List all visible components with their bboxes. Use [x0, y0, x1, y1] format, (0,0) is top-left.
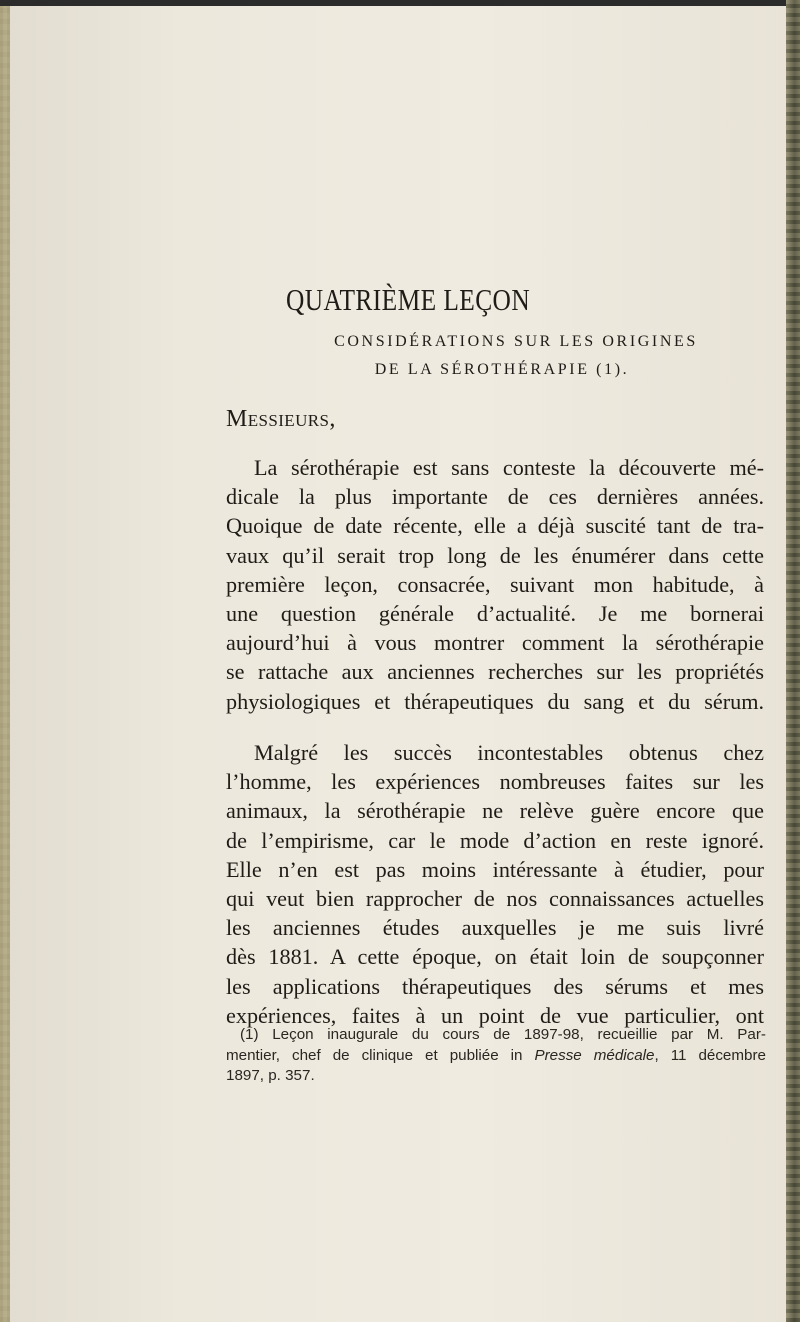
- paragraph-1: [226, 453, 764, 716]
- paragraph-line: les anciennes études auxquelles je me suis livré: [226, 915, 764, 941]
- right-page-edge: [786, 0, 800, 1322]
- footnote: [226, 1025, 766, 1087]
- paragraph-line: Malgré les succès incontestables obtenus chez: [254, 740, 764, 765]
- footnote-line: 1897, p. 357.: [226, 1067, 315, 1084]
- paragraph-line: physiologiques et thérapeutiques du sang et du sérum.: [226, 688, 764, 714]
- footnote-line: [226, 1046, 766, 1067]
- paragraph-line: aujourd’hui à vous montrer comment la sérothérapie: [226, 630, 764, 656]
- paragraph-line: Elle n’en est pas moins intéressante à étudier, pour: [226, 856, 764, 882]
- salutation-text: Messieurs,: [226, 406, 336, 432]
- paragraph-line: une question générale d’actualité. Je me bornerai: [226, 601, 764, 627]
- paragraph-line: qui veut bien rapprocher de nos connaissances actuelles: [226, 886, 764, 912]
- chapter-subtitle-line-1: CONSIDÉRATIONS SUR LES ORIGINES: [334, 333, 698, 350]
- chapter-subtitle-line-2: DE LA SÉROTHÉRAPIE (1).: [374, 361, 630, 378]
- chapter-title: QUATRIÈME LEÇON: [286, 282, 531, 317]
- paragraph-line: Quoique de date récente, elle a déjà suscité tant de tra-: [226, 513, 764, 539]
- footnote-text: , 11 décembre: [654, 1046, 766, 1064]
- paragraph-2: [226, 738, 764, 1030]
- paragraph-line: l’homme, les expériences nombreuses faites sur les: [226, 769, 764, 795]
- paragraph-line: animaux, la sérothérapie ne relève guère encore que: [226, 798, 764, 824]
- paragraph-line: vaux qu’il serait trop long de les énumérer dans cette: [226, 542, 764, 568]
- paragraph-line: expériences, faites à un point de vue particulier, ont: [226, 1002, 764, 1028]
- paragraph-line: de l’empirisme, car le mode d’action en reste ignoré.: [226, 827, 764, 853]
- paragraph-line: dicale la plus importante de ces dernières années.: [226, 484, 764, 510]
- top-page-edge: [0, 0, 800, 6]
- footnote-line: (1) Leçon inaugurale du cours de 1897-98, recueillie par M. Par-: [240, 1026, 766, 1043]
- footnote-text: mentier, chef de clinique et publiée in: [226, 1046, 535, 1064]
- footnote-journal-title: Presse médicale: [534, 1046, 655, 1064]
- paragraph-line: les applications thérapeutiques des sérums et mes: [226, 973, 764, 999]
- salutation: [226, 406, 336, 433]
- paragraph-line: se rattache aux anciennes recherches sur les propriétés: [226, 659, 764, 685]
- paragraph-line: La sérothérapie est sans conteste la découverte mé-: [254, 455, 764, 480]
- paragraph-line: première leçon, consacrée, suivant mon habitude, à: [226, 571, 764, 597]
- paragraph-line: dès 1881. A cette époque, on était loin de soupçonner: [226, 944, 764, 970]
